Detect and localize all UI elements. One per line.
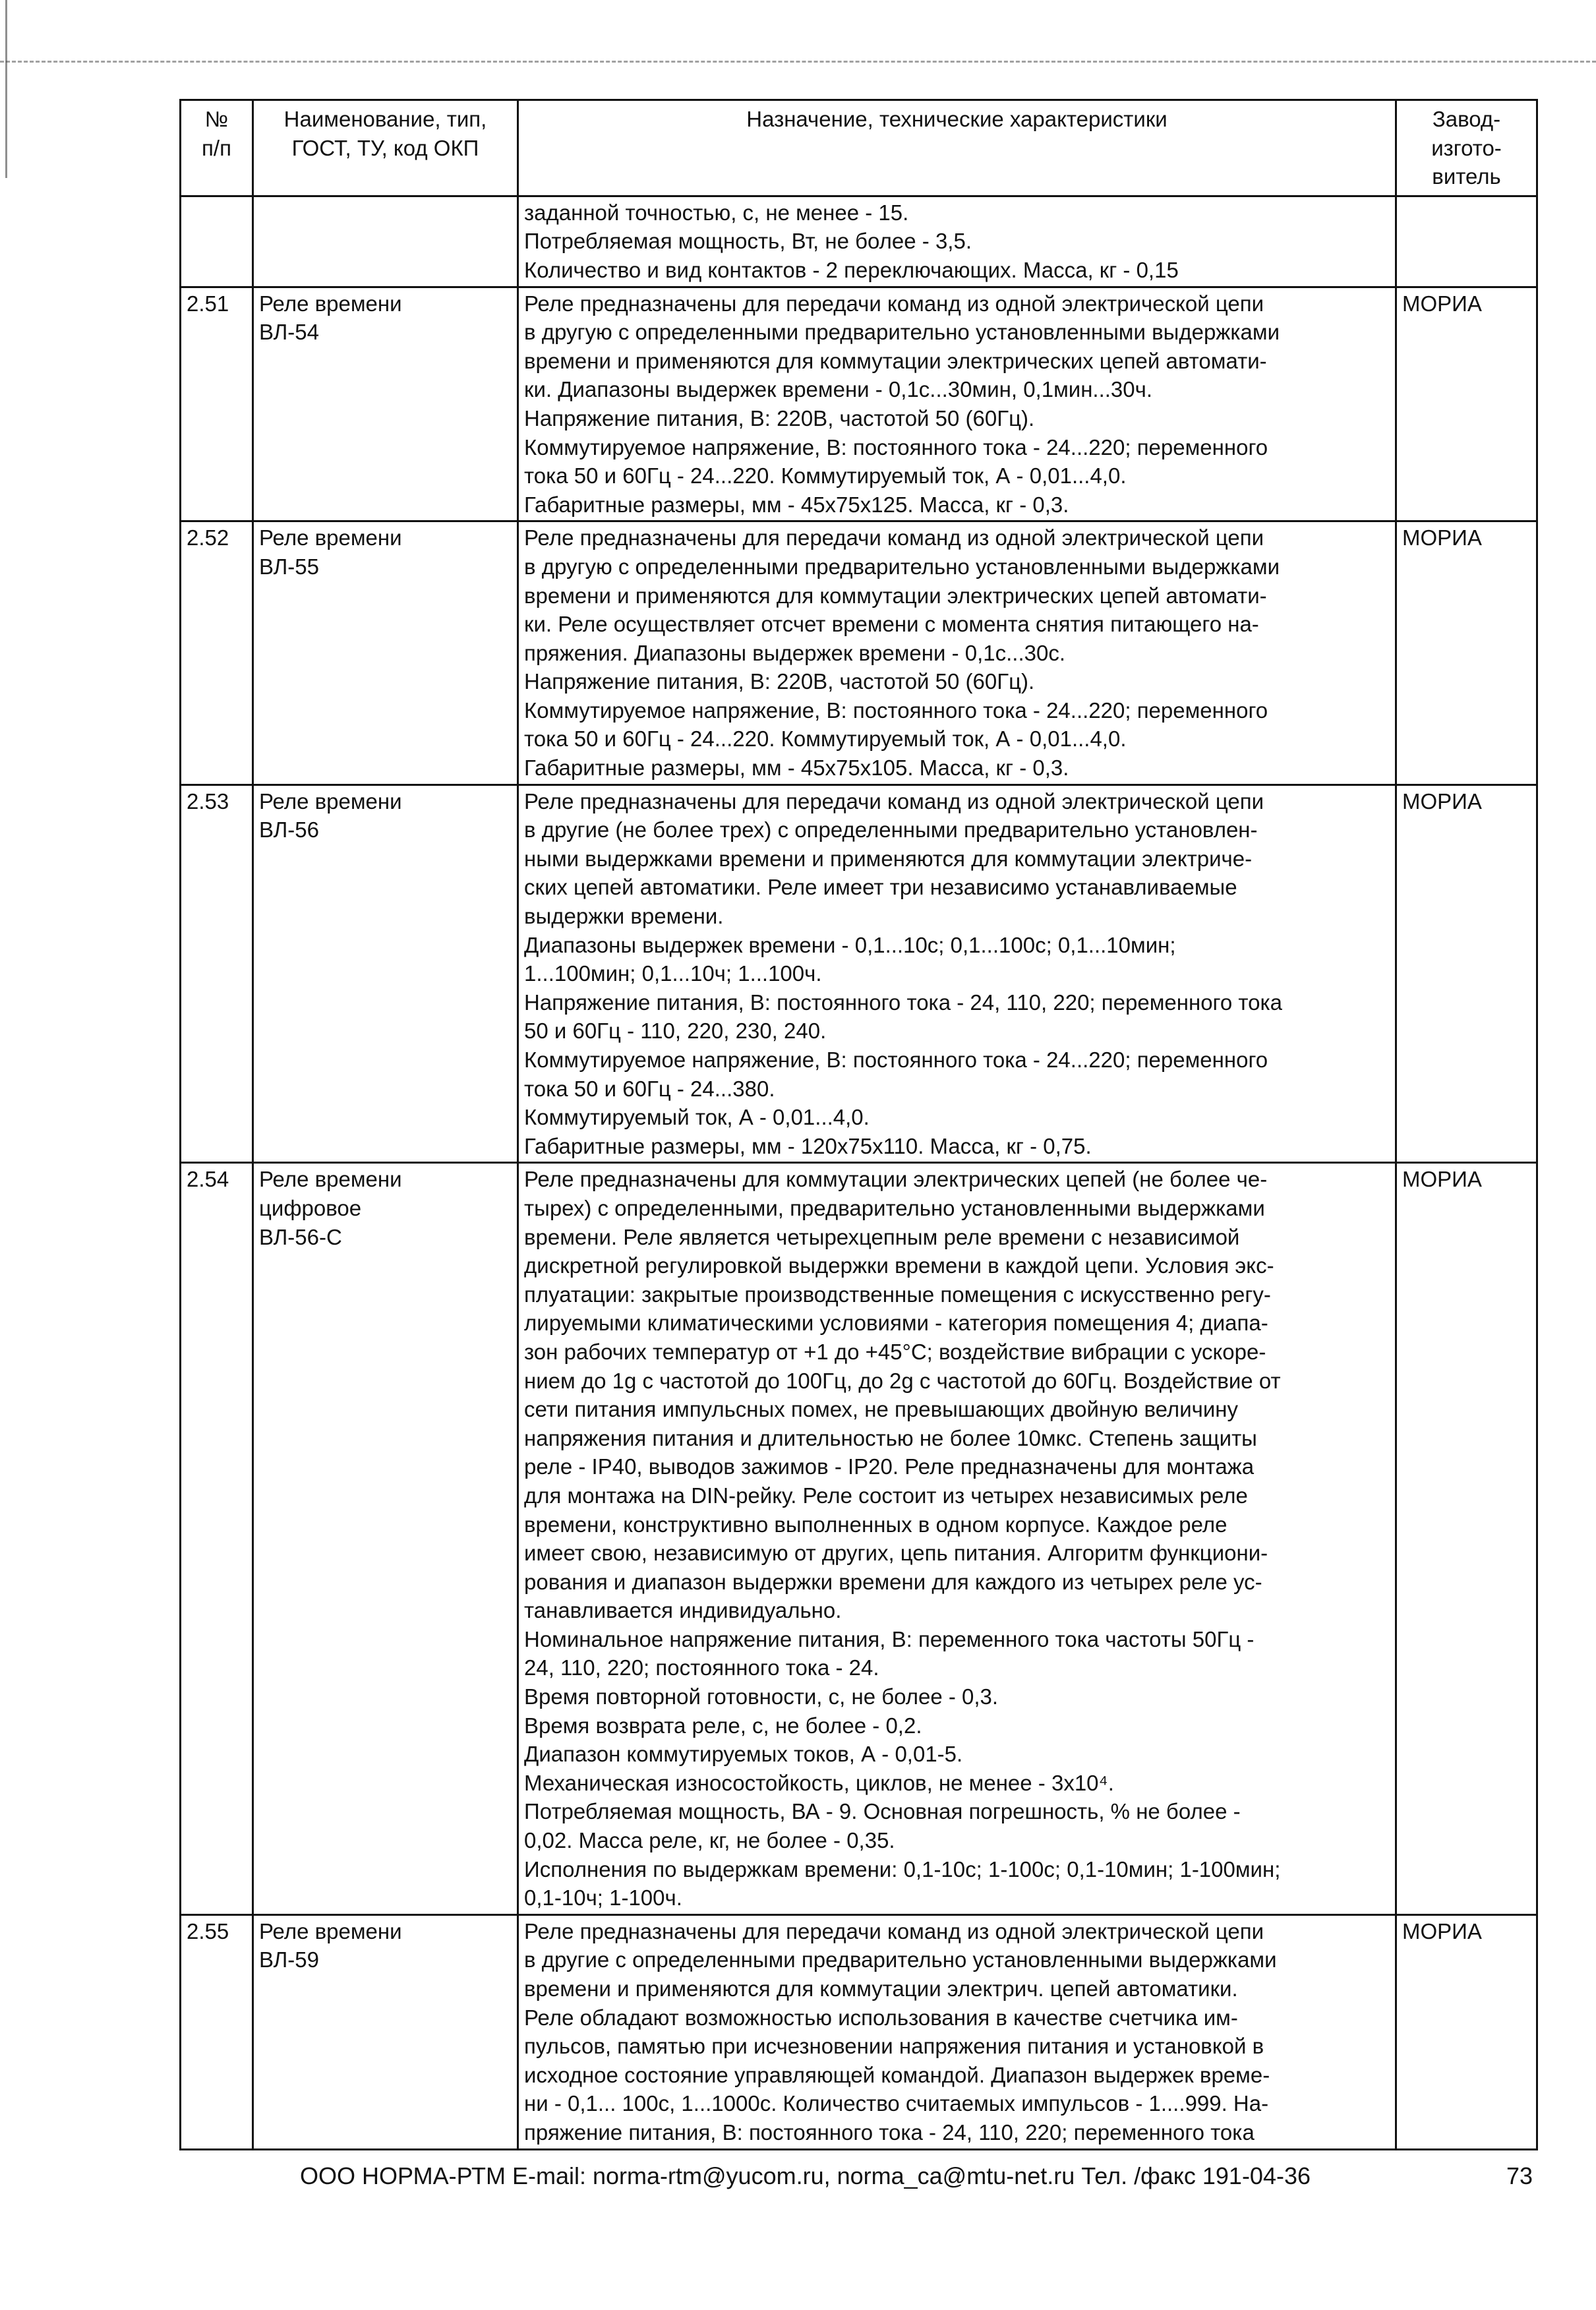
row-description: Реле предназначены для передачи команд из одной электрической цепи в другую с определенными предварительно установленными выдержками времени и применяются для коммутации электрических цепей автомати- ки. Диапазоны выдержек времени - 0,1с...30мин, 0,1мин...30ч. Напряжение питания, В: 220В, частотой 50 (60Гц). Коммутируемое напряжение, В: постоянного тока - 24...220; переменного тока 50 и 60Гц - 24...220. Коммутируемый ток, А - 0,01...4,0. Габаритные размеры, мм - 45х75х125. Масса, кг - 0,3. xyxy=(518,287,1396,521)
row-number: 2.54 xyxy=(181,1163,253,1914)
row-manufacturer: МОРИА xyxy=(1396,785,1537,1163)
row-number: 2.51 xyxy=(181,287,253,521)
table-row xyxy=(181,1914,1537,2149)
row-description: Реле предназначены для передачи команд из одной электрической цепи в другие с определенными предварительно установленными выдержками времени и применяются для коммутации электрич. цепей автоматики. Реле обладают возможностью использования в качестве счетчика им- пульсов, памятью при исчезновении напряжения питания и установкой в исходное состояние управляющей командой. Диапазон выдержек време- ни - 0,1... 100с, 1...1000с. Количество считаемых импульсов - 1....999. На- пряжение питания, В: постоянного тока - 24, 110, 220; переменного тока xyxy=(518,1914,1396,2149)
scan-artifact-line xyxy=(0,61,1596,63)
row-description: Реле предназначены для передачи команд из одной электрической цепи в другую с определенными предварительно установленными выдержками времени и применяются для коммутации электрических цепей автомати- ки. Реле осуществляет отсчет времени с момента снятия питающего на- пряжения. Диапазоны выдержек времени - 0,1с...30с. Напряжение питания, В: 220В, частотой 50 (60Гц). Коммутируемое напряжение, В: постоянного тока - 24...220; переменного тока 50 и 60Гц - 24...220. Коммутируемый ток, А - 0,01...4,0. Габаритные размеры, мм - 45х75х105. Масса, кг - 0,3. xyxy=(518,521,1396,785)
header-number: № п/п xyxy=(181,100,253,196)
row-name: Реле времени ВЛ-55 xyxy=(253,521,518,785)
header-description: Назначение, технические характеристики xyxy=(518,100,1396,196)
row-name: Реле времени ВЛ-54 xyxy=(253,287,518,521)
row-name xyxy=(253,196,518,287)
header-name: Наименование, тип, ГОСТ, ТУ, код ОКП xyxy=(253,100,518,196)
table-row xyxy=(181,785,1537,1163)
page-number: 73 xyxy=(1506,2162,1533,2189)
row-name: Реле времени ВЛ-56 xyxy=(253,785,518,1163)
table-row xyxy=(181,1163,1537,1914)
specification-table xyxy=(179,99,1538,2150)
row-description: Реле предназначены для коммутации электрических цепей (не более че- тырех) с определенными, предварительно установленными выдержками времени. Реле является четырехцепным реле времени с независимой дискретной регулировкой выдержки времени в каждой цепи. Условия экс- плуатации: закрытые производственные помещения с искусственно регу- лируемыми климатическими условиями - категория помещения 4; диапа- зон рабочих температур от +1 до +45°С; воздействие вибрации с ускоре- нием до 1g с частотой до 100Гц, до 2g с частотой до 60Гц. Воздействие от сети питания импульсных помех, не превышающих двойную величину напряжения питания и длительностью не более 10мкс. Степень защиты реле - IP40, выводов зажимов - IP20. Реле предназначены для монтажа для монтажа на DIN-рейку. Реле состоит из четырех независимых реле времени, конструктивно выполненных в одном корпусе. Каждое реле имеет свою, независимую от других, цепь питания. Алгоритм функциони- рования и диапазон выдержки времени для каждого из четырех реле ус- танавливается индивидуально. Номинальное напряжение питания, В: переменного тока частоты 50Гц - 24, 110, 220; постоянного тока - 24. Время повторной готовности, с, не более - 0,3. Время возврата реле, с, не более - 0,2. Диапазон коммутируемых токов, А - 0,01-5. Механическая износостойкость, циклов, не менее - 3х10⁴. Потребляемая мощность, ВА - 9. Основная погрешность, % не более - 0,02. Масса реле, кг, не более - 0,35. Исполнения по выдержкам времени: 0,1-10с; 1-100с; 0,1-10мин; 1-100мин; 0,1-10ч; 1-100ч. xyxy=(518,1163,1396,1914)
scan-artifact-edge xyxy=(5,0,7,178)
row-description: Реле предназначены для передачи команд из одной электрической цепи в другие (не более трех) с определенными предварительно установлен- ными выдержками времени и применяются для коммутации электриче- ских цепей автоматики. Реле имеет три независимо устанавливаемые выдержки времени. Диапазоны выдержек времени - 0,1...10с; 0,1...100с; 0,1...10мин; 1...100мин; 0,1...10ч; 1...100ч. Напряжение питания, В: постоянного тока - 24, 110, 220; переменного тока 50 и 60Гц - 110, 220, 230, 240. Коммутируемое напряжение, В: постоянного тока - 24...220; переменного тока 50 и 60Гц - 24...380. Коммутируемый ток, А - 0,01...4,0. Габаритные размеры, мм - 120х75х110. Масса, кг - 0,75. xyxy=(518,785,1396,1163)
row-number: 2.52 xyxy=(181,521,253,785)
table-header-row xyxy=(181,100,1537,196)
table-row xyxy=(181,287,1537,521)
row-manufacturer: МОРИА xyxy=(1396,287,1537,521)
row-manufacturer: МОРИА xyxy=(1396,1163,1537,1914)
row-description: заданной точностью, с, не менее - 15. Потребляемая мощность, Вт, не более - 3,5. Количество и вид контактов - 2 переключающих. Масса, кг - 0,15 xyxy=(518,196,1396,287)
row-name: Реле времени цифровое ВЛ-56-С xyxy=(253,1163,518,1914)
row-number: 2.53 xyxy=(181,785,253,1163)
table-row xyxy=(181,196,1537,287)
table-row xyxy=(181,521,1537,785)
row-number xyxy=(181,196,253,287)
row-name: Реле времени ВЛ-59 xyxy=(253,1914,518,2149)
row-manufacturer: МОРИА xyxy=(1396,521,1537,785)
row-number: 2.55 xyxy=(181,1914,253,2149)
row-manufacturer xyxy=(1396,196,1537,287)
header-manufacturer: Завод- изгото- витель xyxy=(1396,100,1537,196)
row-manufacturer: МОРИА xyxy=(1396,1914,1537,2149)
footer-contact: ООО НОРМА-РТМ E-mail: norma-rtm@yucom.ru, norma_ca@mtu-net.ru Тел. /факс 191-04-36 xyxy=(300,2162,1311,2189)
